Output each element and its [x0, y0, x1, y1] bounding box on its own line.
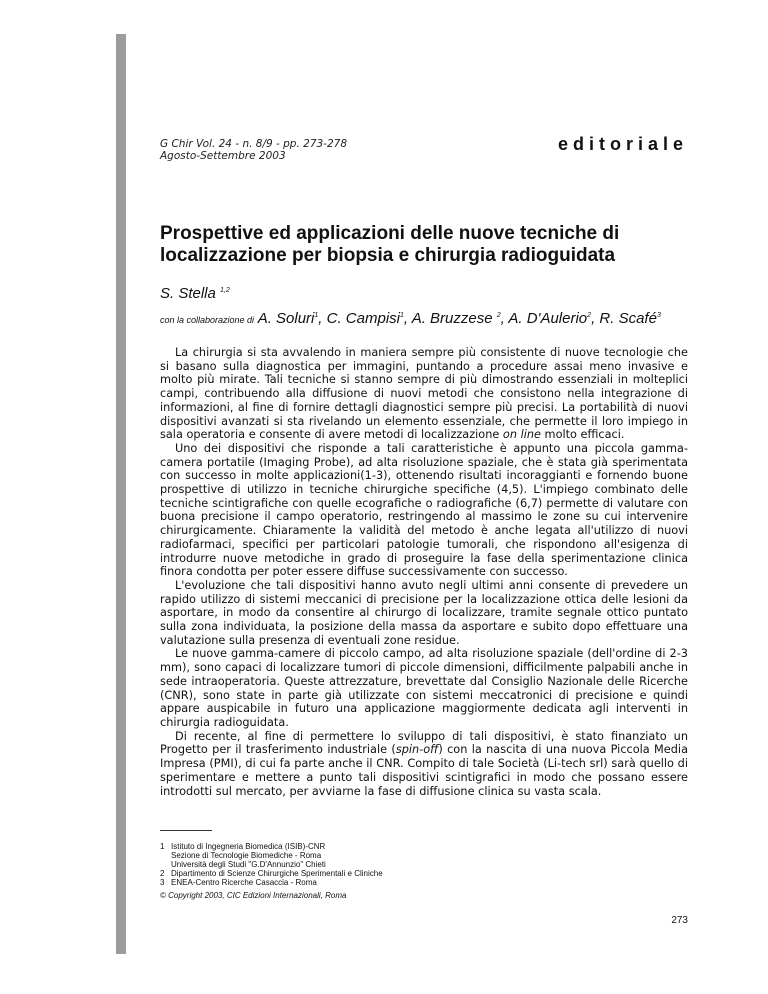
- collaborator-name: C. Campisi: [326, 310, 400, 327]
- footnote-line: Istituto di Ingegneria Biomedica (ISIB)-CNR: [171, 842, 326, 851]
- article-title: Prospettive ed applicazioni delle nuove tecniche di localizzazione per biopsia e chirurgia radioguidata: [160, 223, 620, 266]
- footnote-text: [171, 878, 317, 887]
- footnote-text: [171, 842, 326, 869]
- footnote-rule: [160, 830, 212, 831]
- main-author: [160, 285, 230, 302]
- collaborator-name: A. Soluri: [257, 310, 315, 327]
- paragraph-pre: Di recente, al fine di permettere lo sviluppo di tali dispositivi, è stato finanziato un Progetto per il trasferimento industriale (: [160, 729, 688, 757]
- footnote-number: 1: [160, 842, 165, 851]
- side-bar: [116, 34, 126, 954]
- page-number: 273: [671, 915, 688, 926]
- footnote-line: Università degli Studi "G.D'Annunzio" Chieti: [171, 860, 326, 869]
- article-body: [160, 346, 688, 798]
- paragraph-em: spin-off: [395, 743, 439, 757]
- body-paragraph: [160, 346, 688, 442]
- collaborator-list: [258, 310, 661, 327]
- journal-citation: [160, 138, 347, 162]
- paragraph-pre: L'evoluzione che tali dispositivi hanno avuto negli ultimi anni consente di prevedere un rapido utilizzo di sistemi meccanici di precisione per la localizzazione ottica delle lesioni da asportare, in modo da consentire al chirurgo di localizzare, tramite segnale ottico puntato sulla zona individuata, la posizione della massa da asportare e subito dopo effettuare una valutazione sulla presenza di eventuali zone residue.: [160, 578, 688, 647]
- footnote: [160, 878, 383, 887]
- collaborator-name: A. D'Aulerio: [508, 310, 588, 327]
- footnote-number: 2: [160, 869, 165, 878]
- paragraph-em: on line: [502, 428, 541, 442]
- author-name: S. Stella: [160, 285, 216, 302]
- footnote-line: Sezione di Tecnologie Biomediche - Roma: [171, 851, 322, 860]
- paragraph-pre: Le nuove gamma-camere di piccolo campo, ad alta risoluzione spaziale (dell'ordine di 2-3 mm), sono capaci di localizzare tumori di piccole dimensioni, difficilmente palpabili anche in sede intraoperatoria. Queste attrezzature, brevettate dal Consiglio Nazionale delle Ricerche (CNR), sono state in parte già utilizzate con sistemi meccatronici di precisione e quindi appare auspicabile in futuro una applicazione maggiormente dedicata agli interventi in chirurgia radioguidata.: [160, 647, 688, 729]
- collab-lead: con la collaborazione di: [160, 315, 255, 325]
- collaborator-affiliation: 2: [496, 312, 501, 319]
- footnote: [160, 842, 383, 869]
- journal-date-line: Agosto-Settembre 2003: [160, 150, 286, 162]
- collaborator-affiliation: 2: [587, 312, 592, 319]
- collaborator-separator: ,: [500, 310, 509, 327]
- body-paragraph: [160, 442, 688, 579]
- collaborators-line: [160, 310, 720, 327]
- collaborator-affiliation: 1: [314, 312, 319, 319]
- collaborator-separator: ,: [591, 310, 600, 327]
- paragraph-post: ) con la nascita di una nuova Piccola Media Impresa (PMI), di cui fa parte anche il CNR. Compito di tale Società (Li-tech srl) sarà quello di sperimentare e mettere a punto tali dispositivi scintigrafici in modo che possano essere introdotti sul mercato, per avviarne la fase di diffusione clinica su vasta scala.: [160, 743, 688, 798]
- footnote: [160, 869, 383, 878]
- paragraph-pre: La chirurgia si sta avvalendo in maniera sempre più consistente di nuove tecnologie che si basano sulla diagnostica per immagini, puntando a procedure assai meno invasive e molto più mirate. Tali tecniche si stanno sempre di più dimostrando essenziali in molteplici campi, contribuendo alla diffusione di nuovi metodi che consistono nella integrazione di informazioni, al fine di fornire dettagli diagnostici sempre più precisi. La portabilità di nuovi dispositivi avanzati si sta rivelando un elemento essenziale, che permette il loro impiego in sala operatoria e consente di avere metodi di localizzazione: [160, 346, 688, 442]
- collaborator-separator: ,: [403, 310, 412, 327]
- footnotes: [160, 842, 383, 900]
- collaborator-name: A. Bruzzese: [411, 310, 497, 327]
- paragraph-post: molto efficaci.: [540, 428, 625, 442]
- footnote-line: ENEA-Centro Ricerche Casaccia - Roma: [171, 878, 317, 887]
- body-paragraph: [160, 579, 688, 648]
- collaborator-name: R. Scafé: [599, 310, 657, 327]
- paragraph-pre: Uno dei dispositivi che risponde a tali caratteristiche è appunto una piccola gamma-camera portatile (Imaging Probe), ad alta risoluzione spaziale, che è stata già sperimentata con successo in molte applicazioni(1-3), ottenendo risultati incoraggianti e fornendo buone prospettive di utilizzo in tecniche chirurgiche specifiche (4,5). L'impiego combinato delle tecniche scintigrafiche con quelle ecografiche o radiografiche (6,7) permette di valutare con buona precisione il campo operatorio, restringendo al massimo le zone su cui intervenire chirurgicamente. Chiaramente la validità del metodo è anche legata all'utilizzo di nuovi radiofarmaci, specifici per particolari patologie tumorali, che rispondono all'esigenza di introdurre nuove metodiche in grado di proseguire la fase della sperimentazione clinica finora condotta per poter essere diffuse successivamente con successo.: [160, 441, 688, 579]
- footnote-number: 3: [160, 878, 165, 887]
- footnote-line: Dipartimento di Scienze Chirurgiche Sperimentali e Cliniche: [171, 869, 383, 878]
- footnote-text: [171, 869, 383, 878]
- body-paragraph: [160, 730, 688, 799]
- collaborator-affiliation: 1: [400, 312, 404, 319]
- copyright: © Copyright 2003, CIC Edizioni Internazionali, Roma: [160, 891, 347, 900]
- section-label: editoriale: [557, 134, 688, 154]
- collaborator-affiliation: 3: [656, 312, 661, 319]
- collaborator-separator: ,: [318, 310, 327, 327]
- journal-volume-line: G Chir Vol. 24 - n. 8/9 - pp. 273-278: [160, 138, 348, 150]
- body-paragraph: [160, 647, 688, 729]
- author-affiliation: 1,2: [220, 287, 230, 294]
